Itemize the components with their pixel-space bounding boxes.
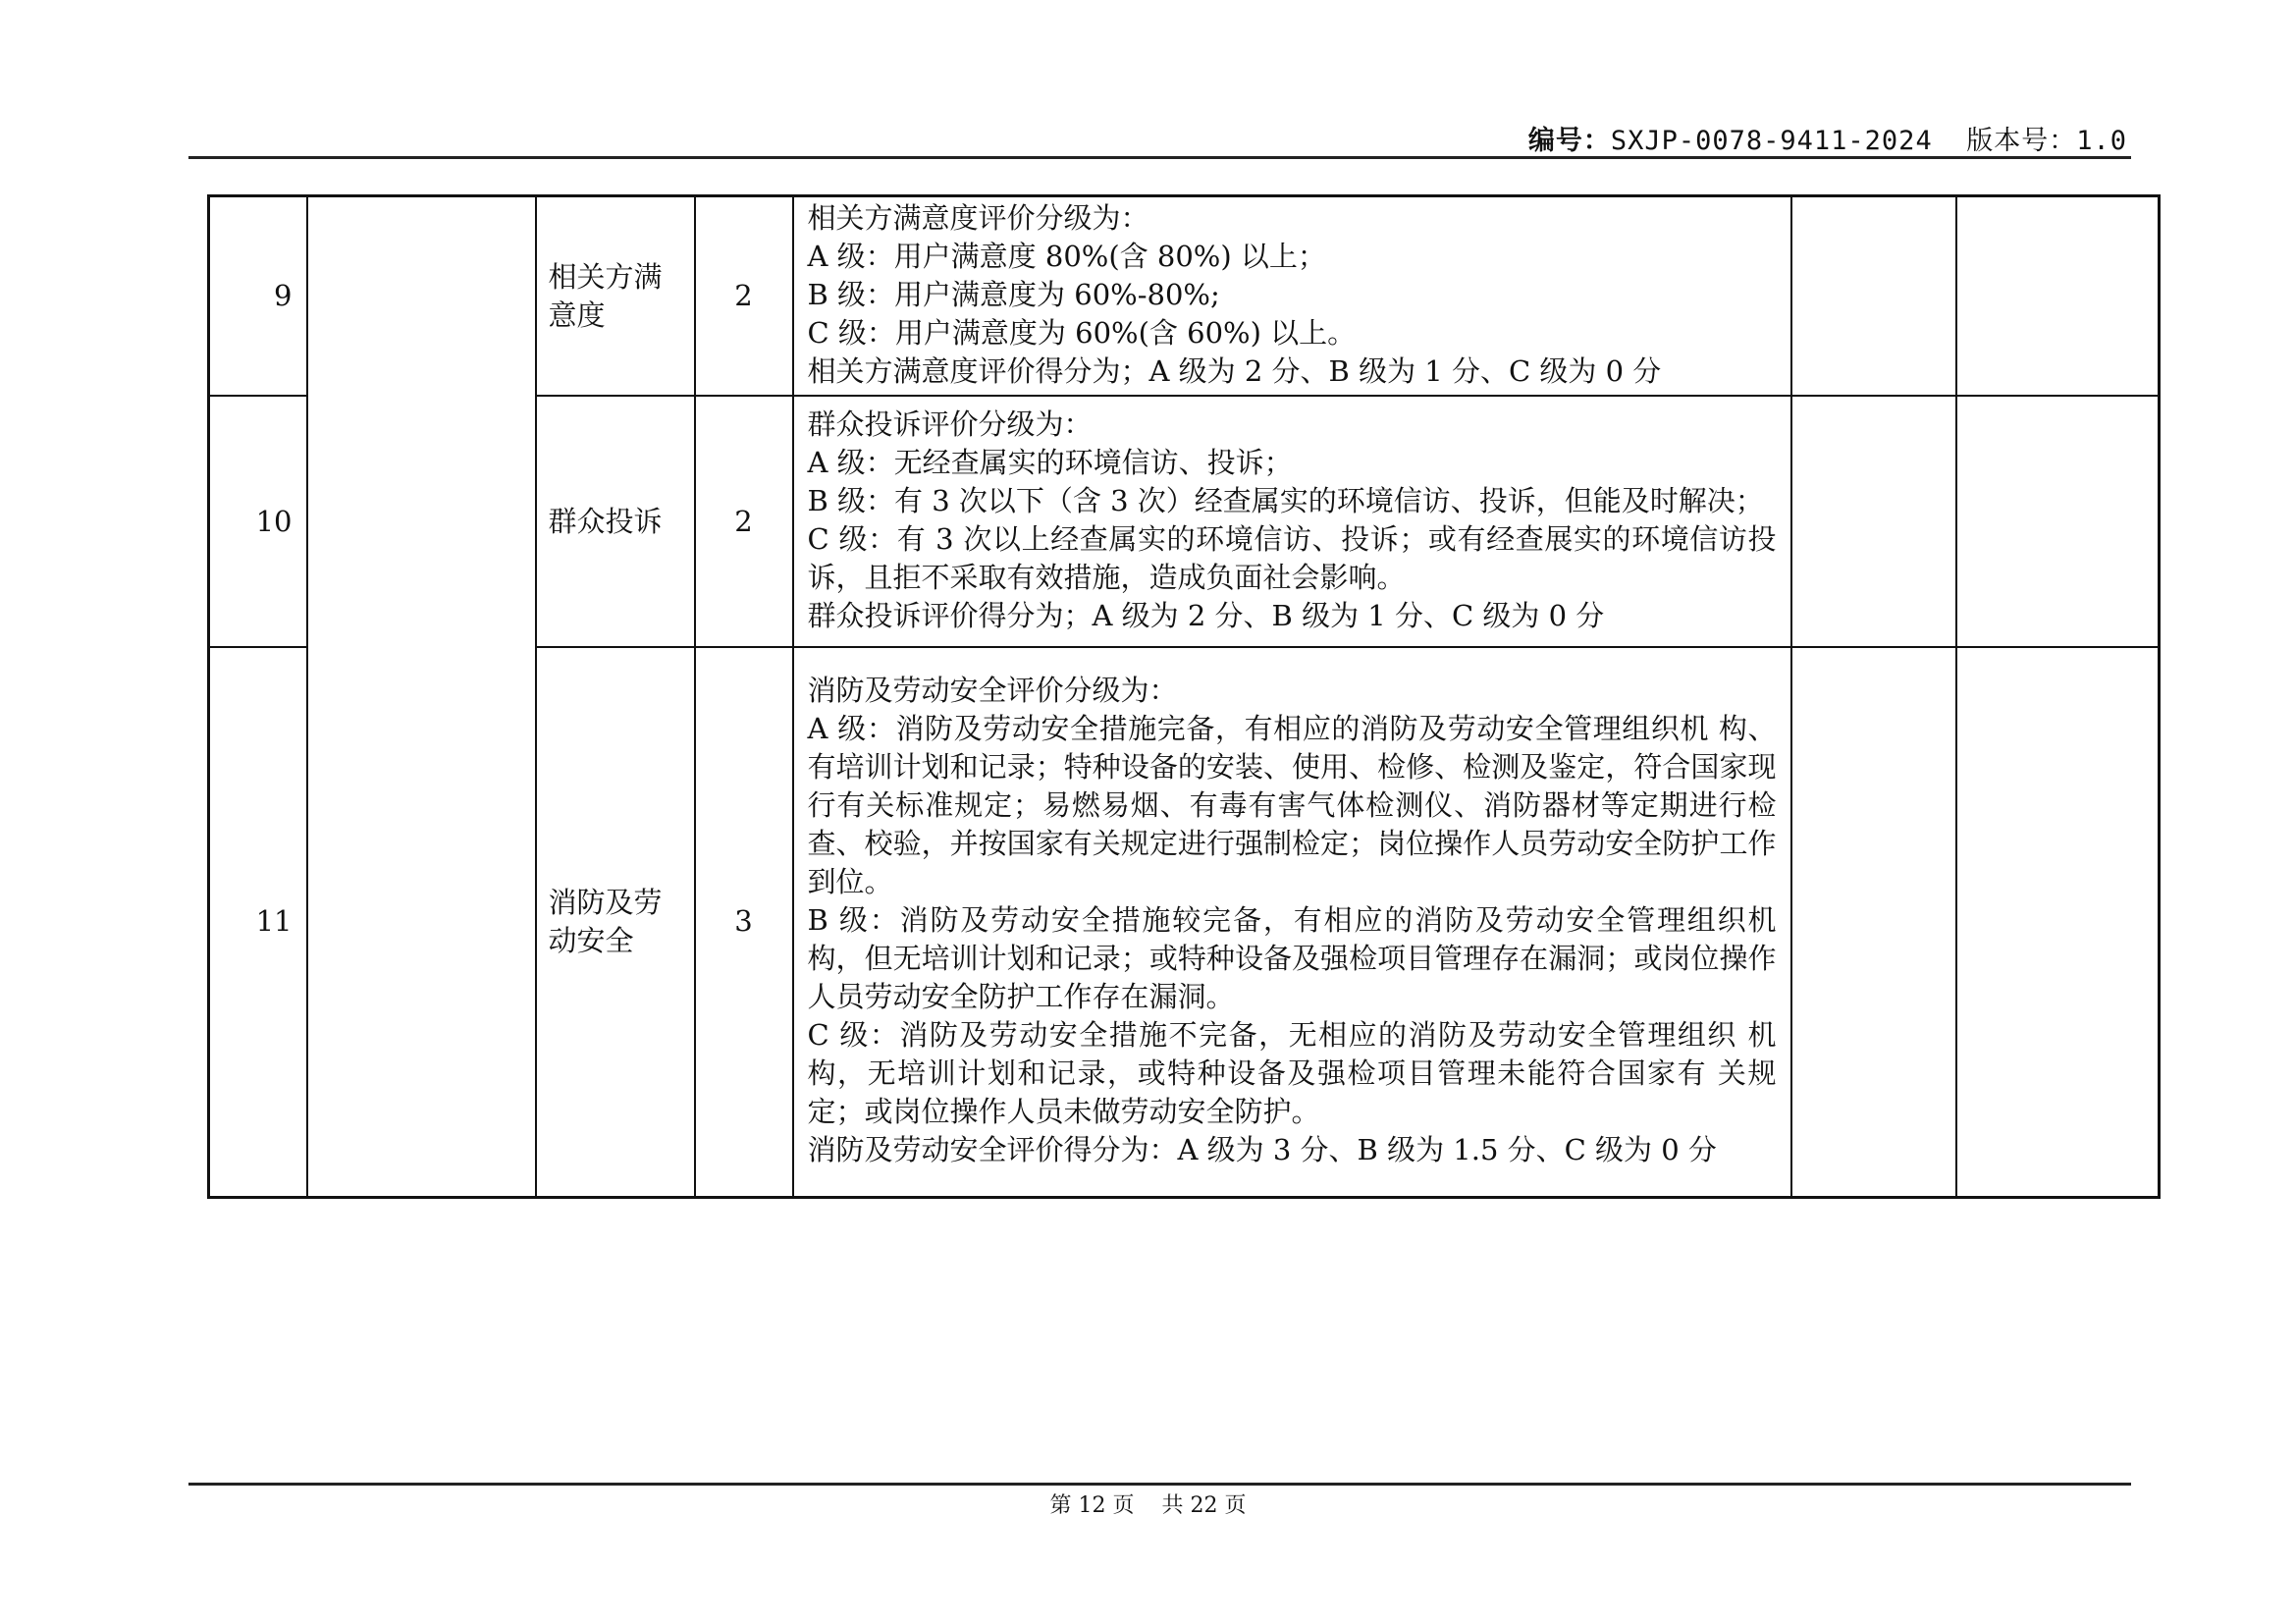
criteria-line: A 级：无经查属实的环境信访、投诉； [807,446,1293,479]
criteria-line: A 级：消防及劳动安全措施完备，有相应的消防及劳动安全管理组织机 构、有培训计划和记录；特种设备的安装、使用、检修、检测及鉴定，符合国家现行有关标准规定；易燃易烟、有毒有害气体检测仪、消防器材等定期进行检查、校验，并按国家有关规定进行强制检定；岗位操作人员劳动安全防护工作到位。 [807,712,1777,899]
page-number: 第 12 页 共 22 页 [1049,1493,1247,1518]
criteria-cell [793,396,1791,647]
item-name: 群众投诉 [536,396,695,647]
empty-cell [1956,647,2160,1197]
empty-cell [1791,647,1956,1197]
criteria-line: B 级：消防及劳动安全措施较完备，有相应的消防及劳动安全管理组织机构，但无培训计划和记录；或特种设备及强检项目管理存在漏洞；或岗位操作人员劳动安全防护工作存在漏洞。 [807,903,1777,1014]
empty-cell [1791,396,1956,647]
empty-cell [1956,196,2160,397]
criteria-line: 相关方满意度评价分级为： [807,201,1149,235]
version-value: 1.0 [2076,126,2127,156]
criteria-line: C 级：用户满意度为 60%(含 60%) 以上。 [807,316,1357,350]
row-index: 10 [209,396,307,647]
criteria-line: C 级：消防及劳动安全措施不完备，无相应的消防及劳动安全管理组织 机构，无培训计划和记录，或特种设备及强检项目管理未能符合国家有 关规定；或岗位操作人员未做劳动安全防护。 [807,1018,1777,1129]
document-header [1528,119,2127,157]
table-row [209,196,2160,397]
criteria-line: 群众投诉评价得分为；A 级为 2 分、B 级为 1 分、C 级为 0 分 [807,599,1605,632]
row-index: 9 [209,196,307,397]
code-label: 编号： [1527,126,1611,156]
category-cell [307,196,536,1198]
empty-cell [1956,396,2160,647]
criteria-line: 相关方满意度评价得分为；A 级为 2 分、B 级为 1 分、C 级为 0 分 [807,354,1662,388]
footer-rule [188,1483,2131,1486]
item-name: 消防及劳动安全 [536,647,695,1197]
criteria-line: C 级：有 3 次以上经查属实的环境信访、投诉；或有经查展实的环境信访投诉，且拒不采取有效措施，造成负面社会影响。 [807,522,1777,594]
header-rule [188,156,2131,159]
criteria-line: 消防及劳动安全评价得分为：A 级为 3 分、B 级为 1.5 分、C 级为 0 分 [807,1133,1717,1167]
evaluation-table [207,194,2161,1199]
item-name: 相关方满意度 [536,196,695,397]
criteria-cell [793,647,1791,1197]
version-label: 版本号： [1966,126,2077,156]
criteria-line: B 级：用户满意度为 60%-80%; [807,278,1220,311]
item-score: 2 [695,396,793,647]
row-index: 11 [209,647,307,1197]
criteria-line: 消防及劳动安全评价分级为： [807,674,1178,708]
code-value: SXJP-0078-9411-2024 [1610,126,1933,156]
empty-cell [1791,196,1956,397]
item-score: 3 [695,647,793,1197]
criteria-line: 群众投诉评价分级为： [807,407,1093,441]
criteria-line: B 级：有 3 次以下（含 3 次）经查属实的环境信访、投诉，但能及时解决； [807,484,1764,517]
criteria-cell [793,196,1791,397]
criteria-line: A 级：用户满意度 80%(含 80%) 以上； [807,240,1326,273]
item-score: 2 [695,196,793,397]
